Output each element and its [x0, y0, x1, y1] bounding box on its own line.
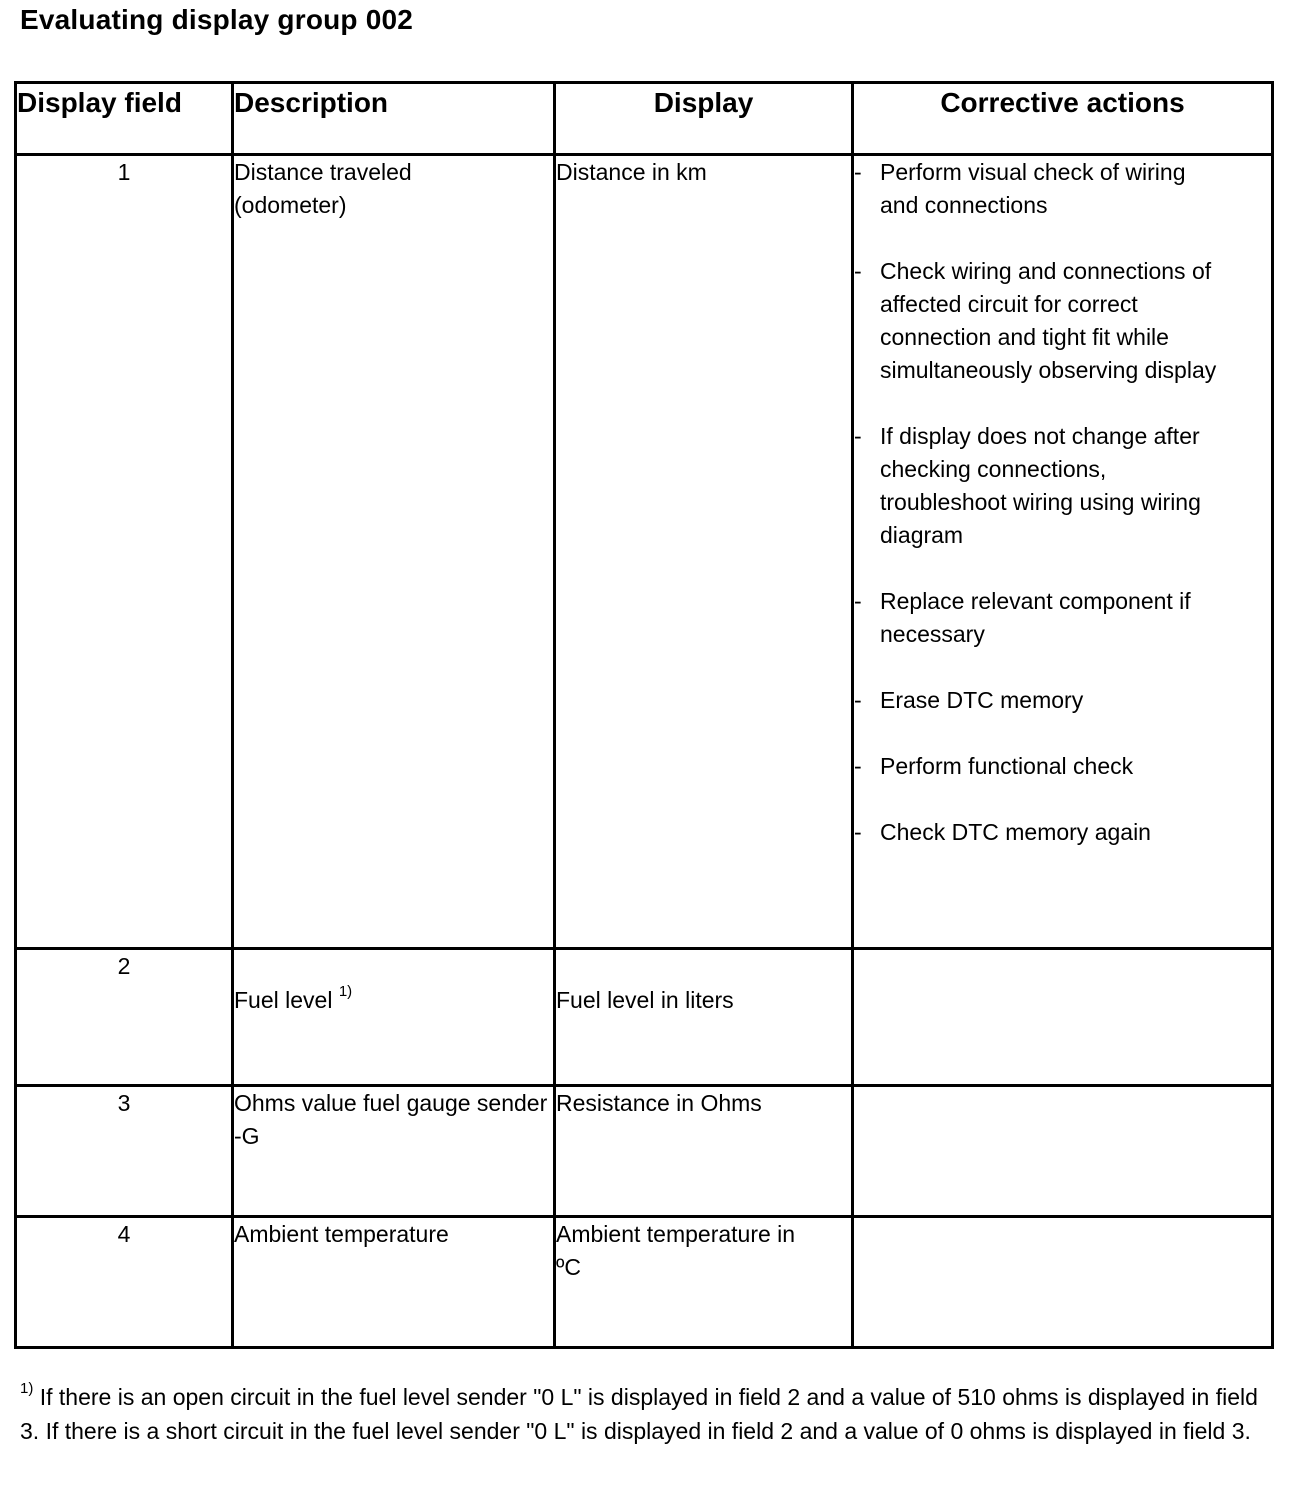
- corrective-actions-cell-empty: [853, 1217, 1273, 1348]
- display-group-table: [14, 81, 1274, 1349]
- footnote-marker: 1): [338, 983, 353, 1000]
- display-cell: Distance in km: [555, 155, 853, 949]
- description-text: Distance traveled (odometer): [234, 159, 412, 218]
- corrective-action-item: - Replace relevant component if necessary: [854, 585, 1271, 651]
- corrective-action-item: - Check wiring and connections of affected circuit for correct connection and tight fit while simultaneously observing display: [854, 255, 1271, 387]
- table-row: [16, 1086, 1273, 1217]
- table-row: [16, 155, 1273, 949]
- corrective-actions-cell: [853, 155, 1273, 949]
- footnote-marker: 1): [20, 1380, 34, 1397]
- column-header-display-field: Display field: [16, 83, 233, 155]
- description-cell: Ohms value fuel gauge sender -G: [233, 1086, 555, 1217]
- description-cell: [233, 155, 555, 949]
- footnote-text: If there is an open circuit in the fuel level sender "0 L" is displayed in field 2 and a value of 510 ohms is displayed in field 3. If there is a short circuit in the fuel level sender "0 L" is displayed in field 2 and a value of 0 ohms is displayed in field 3.: [20, 1384, 1258, 1444]
- display-cell: Fuel level in liters: [555, 949, 853, 1086]
- table-row: [16, 1217, 1273, 1348]
- corrective-action-text: If display does not change after checking connections, troubleshoot wiring using wiring diagram: [880, 423, 1201, 548]
- description-text: Fuel level: [234, 987, 333, 1013]
- footnote: [20, 1380, 1280, 1448]
- display-field-number: 2: [16, 949, 233, 1086]
- display-cell: Resistance in Ohms: [555, 1086, 853, 1217]
- corrective-action-item: - Perform visual check of wiring and connections: [854, 156, 1271, 222]
- display-field-number: 1: [16, 155, 233, 949]
- display-field-number: 3: [16, 1086, 233, 1217]
- display-text: Ambient temperature in ºC: [556, 1221, 796, 1280]
- corrective-action-item: - Perform functional check: [854, 750, 1271, 783]
- column-header-corrective-actions: Corrective actions: [853, 83, 1273, 155]
- corrective-actions-cell-empty: [853, 1086, 1273, 1217]
- corrective-action-text: Check wiring and connections of affected circuit for correct connection and tight fit while simultaneously observing display: [880, 258, 1217, 383]
- description-cell: Ambient temperature: [233, 1217, 555, 1348]
- column-header-description: Description: [233, 83, 555, 155]
- page-title: Evaluating display group 002: [20, 4, 414, 35]
- corrective-action-text: Replace relevant component if necessary: [880, 588, 1191, 647]
- table-row: [16, 949, 1273, 1086]
- corrective-actions-cell-empty: [853, 949, 1273, 1086]
- corrective-action-text: Erase DTC memory: [880, 687, 1084, 713]
- display-field-number: 4: [16, 1217, 233, 1348]
- corrective-action-item: - If display does not change after checking connections, troubleshoot wiring using wiring diagram: [854, 420, 1271, 552]
- corrective-action-text: Perform functional check: [880, 753, 1134, 779]
- description-cell: [233, 949, 555, 1086]
- column-header-display: Display: [555, 83, 853, 155]
- display-cell: [555, 1217, 853, 1348]
- corrective-action-item: - Erase DTC memory: [854, 684, 1271, 717]
- table-header-row: [16, 83, 1273, 155]
- corrective-action-text: Check DTC memory again: [880, 819, 1151, 845]
- corrective-action-item: - Check DTC memory again: [854, 816, 1271, 849]
- corrective-action-text: Perform visual check of wiring and connections: [880, 159, 1186, 218]
